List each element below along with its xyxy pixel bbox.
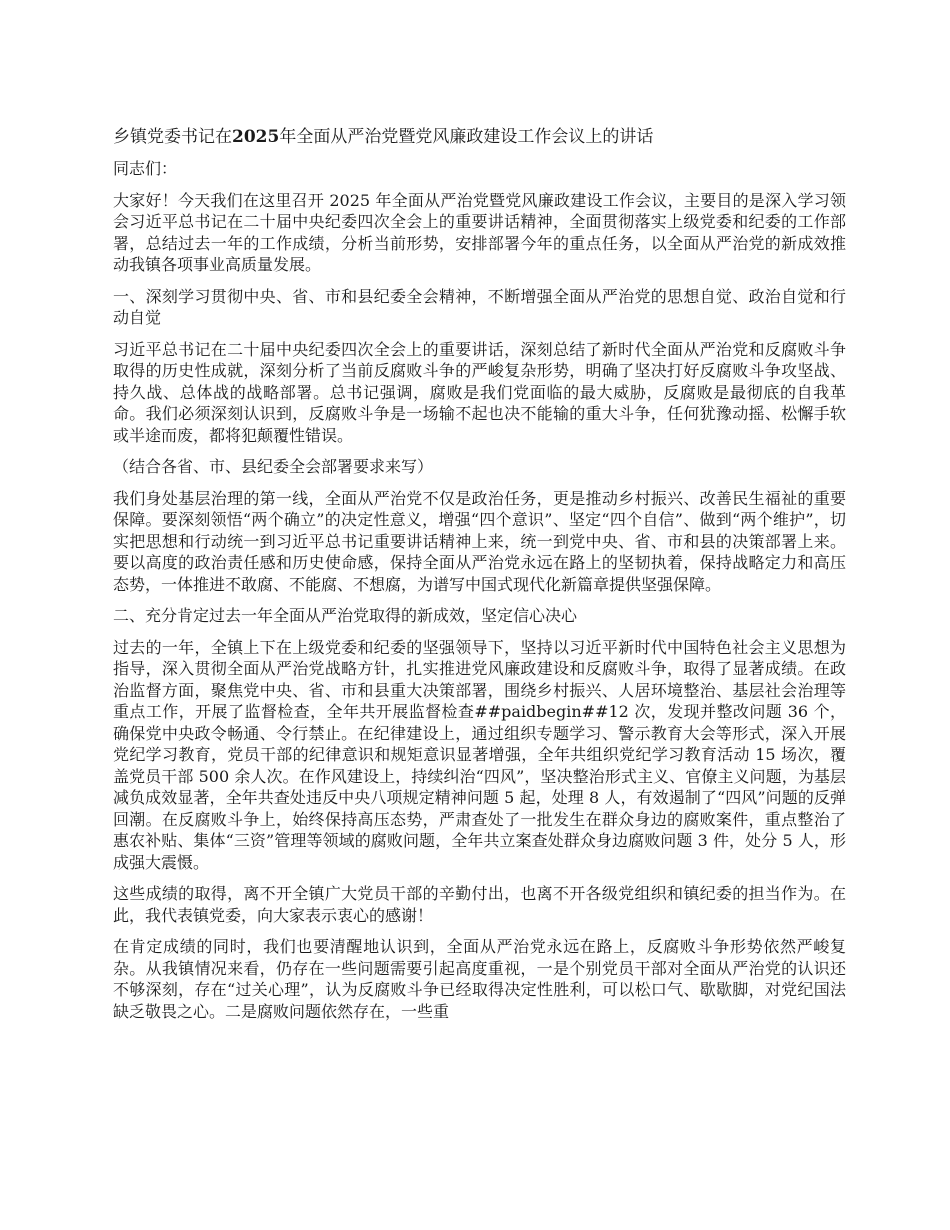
body-paragraph: 我们身处基层治理的第一线，全面从严治党不仅是政治任务，更是推动乡村振兴、改善民生福祉的重要保障。要深刻领悟“两个确立”的决定性意义，增强“四个意识”、坚定“四个自信”、做到“两个维护”，切实把思想和行动统一到习近平总书记重要讲话精神上来，统一到党中央、省、市和县的决策部署上来。要以高度的政治责任感和历史使命感，保持全面从严治党永远在路上的坚韧执着，保持战略定力和高压态势，一体推进不敢腐、不能腐、不想腐，为谱写中国式现代化新篇章提供坚强保障。 [113, 488, 846, 594]
editor-note: （结合各省、市、县纪委全会部署要求来写） [113, 457, 434, 476]
body-paragraph: 在肯定成绩的同时，我们也要清醒地认识到，全面从严治党永远在路上，反腐败斗争形势依然严峻复杂。从我镇情况来看，仍存在一些问题需要引起高度重视，一是个别党员干部对全面从严治党的认识还不够深刻，存在“过关心理”，认为反腐败斗争已经取得决定性胜利，可以松口气、歇歇脚，对党纪国法缺乏敬畏之心。二是腐败问题依然存在，一些重 [113, 937, 846, 1021]
opening-paragraph: 大家好！今天我们在这里召开 2025 年全面从严治党暨党风廉政建设工作会议，主要目的是深入学习领会习近平总书记在二十届中央纪委四次全会上的重要讲话精神，全面贯彻落实上级党委和纪委的工作部署，总结过去一年的工作成绩，分析当前形势，安排部署今年的重点任务，以全面从严治党的新成效推动我镇各项事业高质量发展。 [113, 190, 846, 274]
title-year: 2025 [232, 127, 280, 147]
salutation: 同志们： [113, 159, 178, 178]
title-suffix: 年全面从严治党暨党风廉政建设工作会议上的讲话 [279, 127, 654, 147]
document-title [113, 124, 846, 150]
title-prefix: 乡镇党委书记在 [113, 127, 232, 147]
body-paragraph: 习近平总书记在二十届中央纪委四次全会上的重要讲话，深刻总结了新时代全面从严治党和反腐败斗争取得的历史性成就，深刻分析了当前反腐败斗争的严峻复杂形势，明确了坚决打好反腐败斗争攻坚战、持久战、总体战的战略部署。总书记强调，腐败是我们党面临的最大威胁，反腐败是最彻底的自我革命。我们必须深刻认识到，反腐败斗争是一场输不起也决不能输的重大斗争，任何犹豫动摇、松懈手软或半途而废，都将犯颠覆性错误。 [113, 339, 846, 445]
body-paragraph: 过去的一年，全镇上下在上级党委和纪委的坚强领导下，坚持以习近平新时代中国特色社会主义思想为指导，深入贯彻全面从严治党战略方针，扎实推进党风廉政建设和反腐败斗争，取得了显著成绩。在政治监督方面，聚焦党中央、省、市和县重大决策部署，围绕乡村振兴、人居环境整治、基层社会治理等重点工作，开展了监督检查，全年共开展监督检查##paidbegin##12 次，发现并整改问题 36 个，确保党中央政令畅通、令行禁止。在纪律建设上，通过组织专题学习、警示教育大会等形式，深入开展党纪学习教育，党员干部的纪律意识和规矩意识显著增强，全年共组织党纪学习教育活动 15 场次，覆盖党员干部 500 余人次。在作风建设上，持续纠治“四风”，坚决整治形式主义、官僚主义问题，为基层减负成效显著，全年共查处违反中央八项规定精神问题 5 起，处理 8 人，有效遏制了“四风”问题的反弹回潮。在反腐败斗争上，始终保持高压态势，严肃查处了一批发生在群众身边的腐败案件，重点整治了惠农补贴、集体“三资”管理等领域的腐败问题，全年共立案查处群众身边腐败问题 3 件，处分 5 人，形成强大震慑。 [113, 637, 846, 872]
document-page [113, 124, 846, 1032]
body-paragraph: 这些成绩的取得，离不开全镇广大党员干部的辛勤付出，也离不开各级党组织和镇纪委的担当作为。在此，我代表镇党委，向大家表示衷心的感谢！ [113, 884, 846, 925]
section-heading-2: 二、充分肯定过去一年全面从严治党取得的新成效，坚定信心决心 [113, 606, 578, 625]
section-heading-1: 一、深刻学习贯彻中央、省、市和县纪委全会精神，不断增强全面从严治党的思想自觉、政治自觉和行动自觉 [113, 286, 846, 327]
